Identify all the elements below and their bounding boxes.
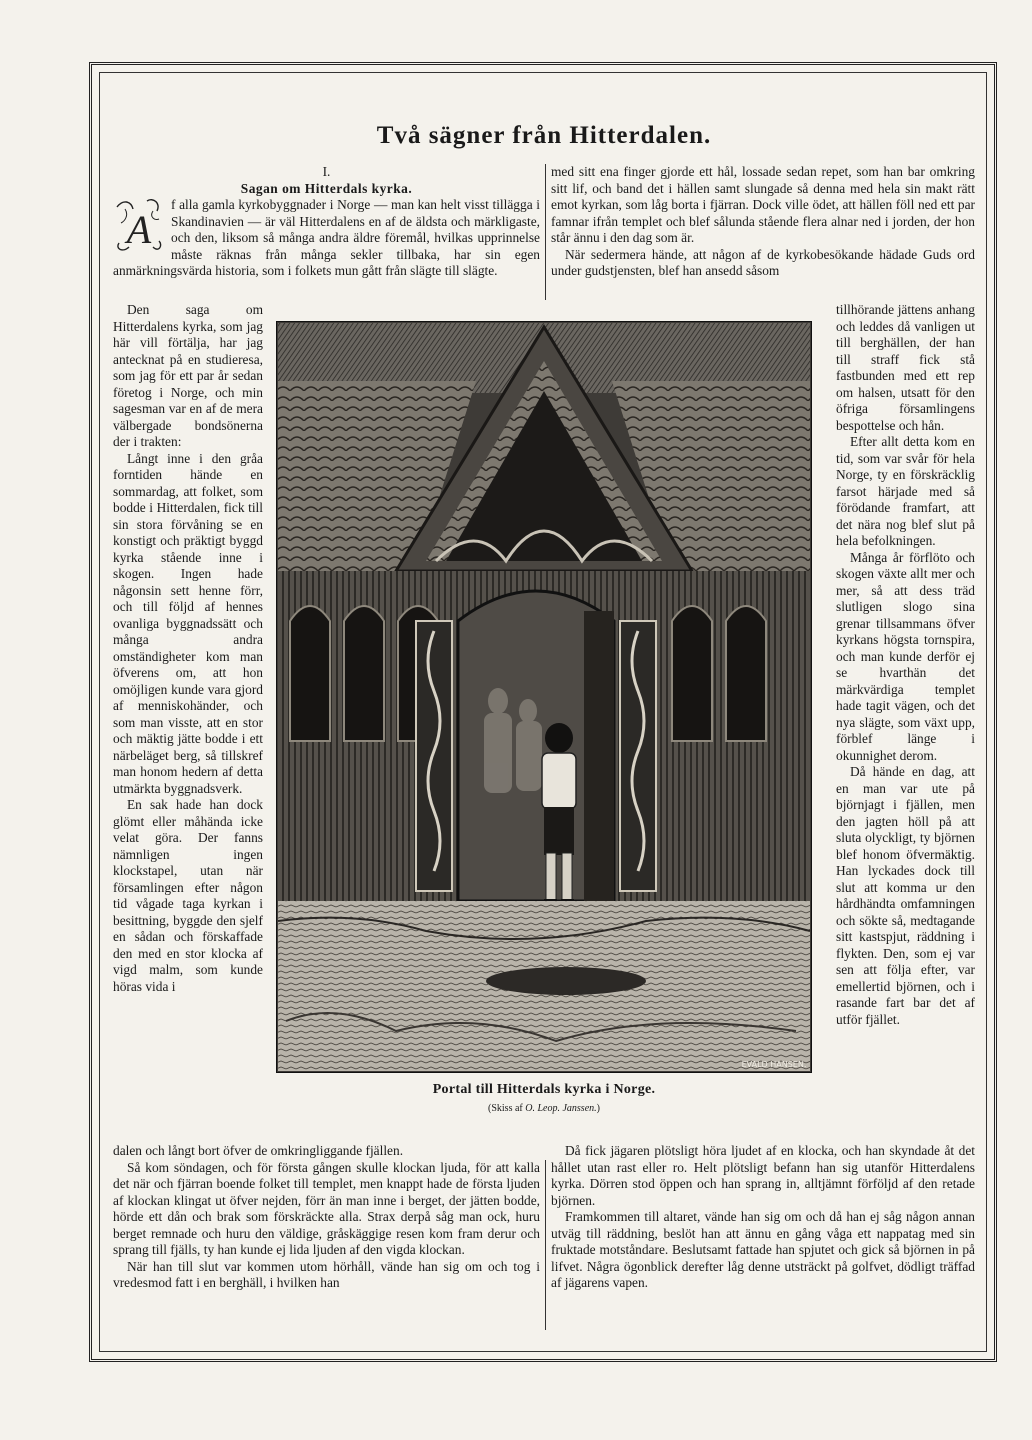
paragraph-1-text: f alla gamla kyrkobyggnader i Norge — man kan helt visst tillägga i Skandinavien — är väl Hitterdalens en af de äldsta och märkligaste, och den, liksom så många andra äldre föremål, hvilkas upprinnelse måste räknas från många sekler tillbaka, har sin egen anmärkningsvärda historia, som i folkets mun gått från slägte till slägte. (113, 197, 540, 278)
right-column-top (551, 164, 975, 280)
column-divider-bottom (545, 1160, 546, 1330)
column-divider-top (545, 164, 546, 300)
paragraph-9: Många år förflöto och skogen växte allt mer och mer, så att dess träd slutligen slogo sina grenar tillsammans öfver kyrkans högsta tornspira, och man kunde derför ej se hvarthän det märkvärdiga templet hade tagit vägen, och det nya slägte, som växt upp, förblef länge i okunnighet derom. (836, 549, 975, 763)
paragraph-11: Då fick jägaren plötsligt höra ljudet af en klocka, och han skyndade åt det hållet utan rast eller ro. Helt plötsligt befann han sig utanför Hitterdalens kyrka. Dörren stod öppen och han sprang in, alltjämnt förföljd af den retade björnen. (551, 1143, 975, 1208)
left-column-top (113, 164, 540, 280)
paragraph-5: Så kom söndagen, och för första gången skulle klockan ljuda, för att kalla det när och fjärran boende folket till templet, men knappt hade de första ljuden af klockan klingat ut öfver nejden, förr än man inne i berget, der jätten bodde, hörde ett dån och brak som förskräckte alla. Strax derpå såg man ock, huru berget remnade och huru den väldige, gråskäggige resen kom fram derur och sprang till fjälls, ty han kunde ej lida ljuden af den vigda klockan. (113, 1159, 540, 1257)
page-title: Två sägner från Hitterdalen. (376, 122, 712, 149)
engraver-signature: EVALD HANSEN. (741, 1060, 807, 1069)
paragraph-4: En sak hade han dock glömt eller måhända icke velat göra. Der fanns nämnligen ingen klockstapel, utan när församlingen efter någon tid vågade taga kyrkan i besittning, byggde den sjelf en sådan och förskaffade den med en stor klocka af vigd malm, som kunde höras vida i (113, 797, 263, 994)
section-heading: Sagan om Hitterdals kyrka. (240, 180, 413, 196)
left-column-narrow (113, 302, 263, 995)
paragraph-10: Då hände en dag, att en man var ute på björnjagt i fjällen, men den jagten höll på att sluta olyckligt, ty björnen blef honom öfvermäktig. Han lyckades dock till slut att komma ur den hårdhändta omfamningen och sökte så, medtagande sitt kastspjut, räddning i flykten. Den, som ej var sen att följa efter, var emellertid björnen, och i rasande fart bar det af utför fjället. (836, 764, 975, 1027)
paragraph-7-cont: tillhörande jättens anhang och leddes då vanligen ut till berghällen, der han till straff fick stå fastbunden med ett rep om halsen, utsatt för den öfriga församlingens bespottelse och hån. (836, 302, 975, 433)
paragraph-7: När sedermera hände, att någon af de kyrkobesökande hädade Guds ord under gudstjensten, blef han ansedd såsom (551, 246, 975, 278)
decorative-initial-icon (113, 197, 165, 255)
paragraph-4-cont: dalen och långt bort öfver de omkringliggande fjällen. (113, 1143, 404, 1158)
church-portal-engraving (276, 321, 812, 1073)
paragraph-8: Efter allt detta kom en tid, som var svår för hela Norge, ty en förskräcklig farsot härjade med så förödande framfart, att det nära nog blef slut på hela befolkningen. (836, 434, 975, 548)
section-number: I. (322, 164, 331, 179)
svg-text:A: A (126, 207, 152, 252)
paragraph-12: Framkommen till altaret, vände han sig om och då han ej såg någon annan utväg till räddning, beslöt han att ännu en gång våga ett nappatag med sin fruktade motståndare. Beslutsamt fattade han spjutet och gick så björnen in på lifvet. Några ögonblick derefter låg denne utsträckt på golfvet, dödligt träffad af jägarens vapen. (551, 1209, 975, 1290)
paragraph-6: När han till slut var kommen utom hörhåll, vände han sig om och tog i vredesmod fatt i en berghäll, i hvilken han (113, 1258, 540, 1290)
paragraph-6-cont: med sitt ena finger gjorde ett hål, lossade sedan repet, som han bar omkring sitt lif, och band det i hällen samt slungade så denna med hela sin makt rätt emot kyrkan, som låg borta i fjärran. Dock ville ödet, att hällen föll ned ett par famnar ifrån templet och blef sålunda stående flera alnar ned i jorden, der hon står ännu i den dag som är. (551, 164, 975, 245)
left-column-bottom (113, 1143, 540, 1292)
paragraph-1 (113, 197, 540, 280)
right-column-narrow (836, 302, 975, 1028)
illustration-caption: Portal till Hitterdals kyrka i Norge. (432, 1082, 656, 1097)
illustration-credit: (Skiss af O. Leop. Janssen.) (488, 1103, 600, 1114)
right-column-bottom (551, 1143, 975, 1292)
paragraph-2: Den saga om Hitterdalens kyrka, som jag här vill förtälja, har jag antecknat på en studieresa, som jag för ett par år sedan företog i Norge, och min sagesman var en af de mera välbergade bondsönerna der i trakten: (113, 302, 263, 449)
paragraph-3: Långt inne i den gråa forntiden hände en sommardag, att folket, som bodde i Hitterdalen, fick till sin stora förvåning se en konstigt och präktigt byggd kyrka stående inne i skogen. Ingen hade någonsin sett henne förr, och till följd af hennes ovanliga byggnadssätt och många andra omständigheter kom man öfverens om, att hon omöjligen kunde vara gjord af menniskohänder, och som man visste, att en stor och mäktig jätte bodde i ett närbeläget berg, så tillskref man honom hedern af detta utmärkta byggnadsverk. (113, 450, 263, 796)
